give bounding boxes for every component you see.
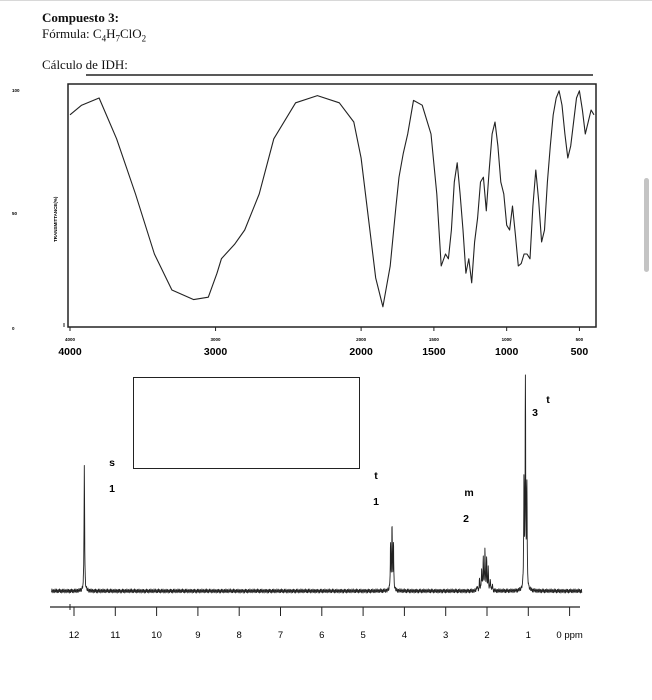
ir-xtick-label-small: 1500 [428, 337, 439, 342]
answer-box[interactable] [133, 377, 360, 469]
ir-xtick-label: 3000 [203, 346, 228, 358]
nmr-multiplicity-label: s [109, 457, 115, 469]
ir-xtick-label-small: 3000 [210, 337, 221, 342]
nmr-xtick-label: 9 [195, 630, 201, 641]
nmr-xtick-label: 4 [401, 630, 408, 641]
ir-xtick-label-small: 500 [575, 337, 584, 342]
formula-label: Fórmula: [42, 26, 90, 41]
ir-ytick-label: 100 [12, 88, 20, 93]
ir-ytick-label: 0 [12, 326, 15, 331]
nmr-xtick-label: 8 [236, 630, 242, 641]
ir-xtick-label: 4000 [58, 346, 82, 358]
ir-xtick-label-small: 2000 [356, 337, 367, 342]
ir-transmittance-line [70, 91, 594, 307]
nmr-xtick-label: 7 [277, 630, 284, 641]
ir-plot-frame [68, 84, 596, 327]
ir-xtick-label: 2000 [349, 346, 373, 358]
nmr-xtick-label: 6 [319, 630, 325, 641]
nmr-integration-label: 2 [463, 513, 469, 525]
idh-label: Cálculo de IDH: [42, 57, 128, 72]
nmr-xtick-label: 11 [110, 630, 121, 641]
nmr-xtick-label: 3 [443, 630, 449, 641]
nmr-integration-label: 3 [532, 407, 538, 419]
ir-xtick-label: 1500 [422, 346, 446, 358]
formula-value: $C_4H_7ClO_2$ [92, 26, 147, 44]
nmr-xaxis [69, 607, 583, 641]
nmr-multiplicity-label: m [464, 487, 474, 499]
ir-xtick-label: 1000 [494, 346, 519, 358]
nmr-multiplicity-label: t [546, 394, 550, 406]
nmr-xtick-label: 12 [68, 630, 80, 641]
ir-xaxis [58, 327, 588, 358]
nmr-xtick-label: 10 [151, 630, 162, 641]
ir-xtick-label: 500 [570, 346, 589, 358]
nmr-xtick-label: 2 [484, 630, 490, 641]
ir-ylabel: TRANSMITTANCE(%) [53, 196, 58, 242]
ir-ytick-label: 50 [12, 211, 18, 216]
compound-title: Compuesto 3: [42, 10, 119, 25]
nmr-integration-label: 1 [109, 483, 115, 495]
nmr-xtick-label: 5 [360, 630, 366, 641]
vertical-scrollbar[interactable] [644, 178, 649, 272]
nmr-xtick-label: 1 [525, 630, 531, 641]
nmr-multiplicity-label: t [374, 470, 378, 482]
nmr-xtick-label: 0 ppm [556, 630, 583, 641]
ir-xtick-label-small: 1000 [501, 337, 512, 342]
nmr-integration-label: 1 [373, 496, 379, 508]
ir-xtick-label-small: 4000 [64, 337, 76, 342]
